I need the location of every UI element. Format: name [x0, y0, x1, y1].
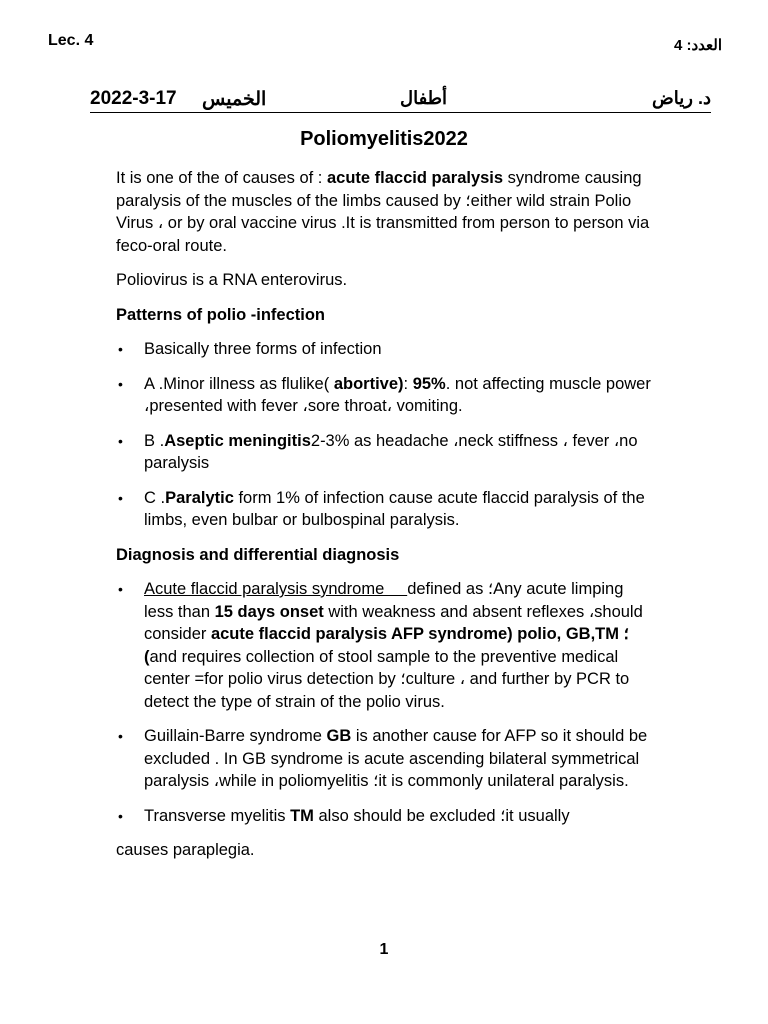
- list-item-text: . not affecting muscle power ،presented with fever ،sore throat، vomiting.: [144, 374, 651, 415]
- bullet-icon: •: [118, 375, 123, 392]
- closing-paragraph: causes paraplegia.: [116, 841, 255, 859]
- list-item-text: :: [403, 374, 413, 393]
- list-item-bold: GB: [326, 727, 352, 745]
- bullet-icon: •: [118, 807, 123, 824]
- list-item-text: is another cause for AFP so it should be excluded . In GB syndrome is acute ascending bilateral symmetrical paralysis ،while in poliomyelitis ؛it is commonly unilateral paralysis.: [144, 727, 648, 790]
- poliovirus-paragraph: Poliovirus is a RNA enterovirus.: [116, 271, 348, 289]
- list-item: [116, 487, 656, 532]
- intro-text: It is one of the of causes of :: [116, 169, 327, 187]
- list-item-bold: 95%: [412, 374, 446, 393]
- list-item-bold: abortive): [333, 374, 404, 393]
- list-item-text: defined as ؛Any acute limping less than: [144, 580, 624, 621]
- page-title: Poliomyelitis2022: [300, 128, 468, 150]
- intro-paragraph: [116, 167, 656, 257]
- list-item: [116, 373, 656, 418]
- list-item-bold: acute flaccid paralysis AFP syndrome) polio, GB,TM ؛(: [144, 625, 629, 666]
- list-item-text: Basically three forms of infection: [144, 340, 382, 358]
- list-item-text: with weakness and absent reflexes ،should consider: [144, 602, 643, 643]
- list-item-bold: Aseptic meningitis: [164, 431, 311, 450]
- list-item-text: and requires collection of stool sample to the preventive medical center =for polio virus detection by ؛culture ، and further by PCR to detect the type of strain of the polio virus.: [144, 647, 630, 711]
- header-doctor: د. رياض: [652, 88, 711, 108]
- intro-text-2: syndrome causing paralysis of the muscles of the limbs caused by ؛either wild strain Polio Virus ، or by oral vaccine virus .It is transmitted from person to person via feco-oral route.: [116, 169, 650, 255]
- document-body: [116, 167, 656, 862]
- document-header: [90, 86, 711, 113]
- page-number: 1: [379, 941, 389, 958]
- list-item: [116, 430, 656, 475]
- list-item-text: Guillain-Barre syndrome: [144, 727, 327, 745]
- issue-number: العدد: 4: [673, 37, 722, 54]
- bullet-icon: •: [118, 581, 123, 597]
- diagnosis-heading: Diagnosis and differential diagnosis: [116, 545, 400, 564]
- list-item-text: Transverse myelitis: [144, 806, 291, 825]
- bullet-icon: •: [118, 341, 123, 357]
- header-day: الخميس: [202, 89, 267, 110]
- list-item: [116, 578, 656, 713]
- list-item: [116, 725, 656, 793]
- bullet-icon: •: [118, 728, 123, 744]
- header-subject: أطفال: [400, 88, 447, 108]
- patterns-list: [116, 338, 656, 532]
- list-item-text: form 1% of infection cause acute flaccid paralysis of the limbs, even bulbar or bulbospinal paralysis.: [144, 488, 645, 529]
- diagnosis-list: [116, 578, 656, 827]
- header-date: 2022-3-17: [90, 88, 177, 109]
- list-item-bold: 15 days onset: [214, 602, 324, 621]
- list-item-text: also should be excluded ؛it usually: [313, 806, 570, 825]
- patterns-heading: Patterns of polio -infection: [116, 305, 325, 324]
- list-item-text: B .: [144, 431, 165, 450]
- list-item-bold: Paralytic: [165, 488, 234, 507]
- list-item-text: A .Minor illness as flulike(: [144, 374, 334, 393]
- list-item-underlined: Acute flaccid paralysis syndrome: [144, 580, 408, 598]
- list-item: [116, 805, 656, 828]
- list-item-text: 2-3% as headache ،neck stiffness ، fever ،no paralysis: [144, 431, 638, 472]
- list-item: [116, 338, 656, 361]
- list-item-bold: TM: [290, 806, 314, 825]
- intro-bold: acute flaccid paralysis: [326, 169, 504, 187]
- bullet-icon: •: [118, 432, 123, 449]
- bullet-icon: •: [118, 489, 123, 506]
- lecture-number: Lec. 4: [48, 32, 94, 49]
- list-item-text: C .: [144, 488, 166, 507]
